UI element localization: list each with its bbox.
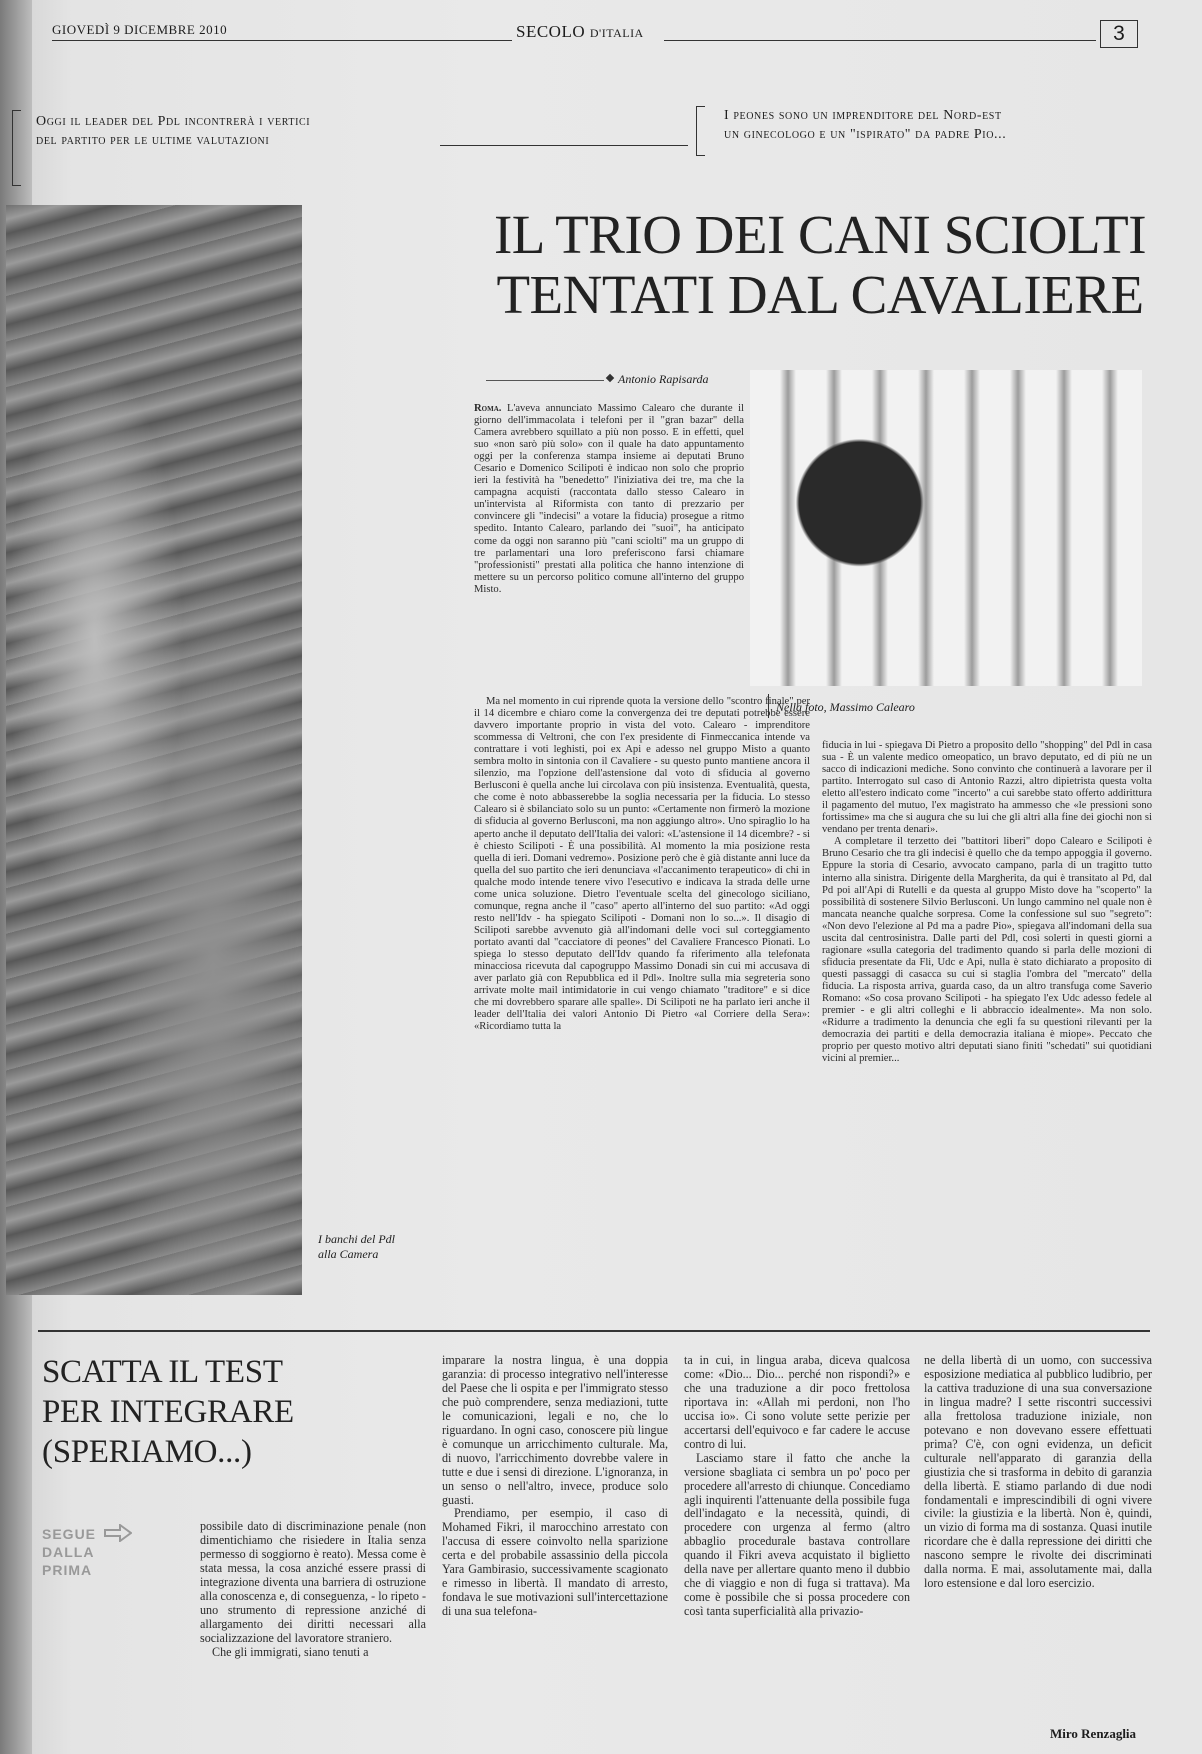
kicker-right-line1: I peones sono un imprenditore del Nord-est bbox=[724, 108, 1002, 123]
bottom-headline-line3: (SPERIAMO...) bbox=[42, 1434, 252, 1470]
bottom-column-4 bbox=[924, 1354, 1152, 1722]
bottom-col3-paragraph-1: ta in cui, in lingua araba, diceva qualcosa come: «Dio... Dio... perché non rispondi?» e che una traduzione a dir poco frettolosa riportava in: «Allah mi perdoni, non l'ho uccisa io». Ci sono volute sette perizie per accertarsi dell'equivoco e far cadere le accuse contro di lui. bbox=[684, 1354, 910, 1451]
kicker-right-bracket bbox=[696, 106, 705, 156]
bottom-col1-paragraph-1: possibile dato di discriminazione penale (non dimentichiamo che risiedere in Italia senza permesso di soggiorno è reato). Messa come è stata messa, la cosa anziché essere prassi di integrazione diventa una barriera di ostruzione alla conoscenza e, di conseguenza, - lo ripeto - uno strumento di repressione anziché di allargamento dei diritti necessari alla socializzazione del lavoratore straniero. bbox=[200, 1520, 426, 1645]
bottom-headline bbox=[42, 1352, 382, 1472]
headline-line2: TENTATI DAL CAVALIERE bbox=[496, 264, 1144, 325]
bottom-headline-line1: SCATTA IL TEST bbox=[42, 1354, 283, 1390]
article-paragraph-3: fiducia in lui - spiegava Di Pietro a proposito dello "shopping" del Pdl in casa sua - È un valente medico omeopatico, un bravo deputato, ed di più ne un sacco di indicazioni mediche. Sono convinto che continuerà a lavorare per il partito. Interrogato sul caso di Antonio Razzi, altro dipietrista questa volta eletto all'estero indicato come "incerto" a cui sarebbe stato offerto addirittura il pagamento del mutuo, l'ex magistrato ha ammesso che «le pressioni sono fortissime» ma che si augura che su lui che gli altri alla fine dei giochi non si vendano per trenta denari». bbox=[822, 740, 1152, 836]
article-column-1-top bbox=[474, 403, 744, 695]
kicker-left-line2: del partito per le ultime valutazioni bbox=[36, 133, 270, 148]
left-caption-line1: I banchi del Pdl bbox=[318, 1232, 395, 1246]
header-rule-right bbox=[664, 40, 1096, 41]
arrow-right-icon bbox=[104, 1524, 132, 1542]
bottom-col2-paragraph-2: Prendiamo, per esempio, il caso di Mohamed Fikri, il marocchino arrestato con l'accusa di essere coinvolto nella sparizione certa e del probabile assassinio della piccola Yara Gambirasio, successivamente scagionato e rimesso in libertà. Il mandato di arresto, fondava le sue motivazioni sull'intercettazione di una sua telefona- bbox=[442, 1506, 668, 1619]
kicker-left-line1: Oggi il leader del Pdl incontrerà i vertici bbox=[36, 114, 311, 129]
newspaper-name-suffix: D'ITALIA bbox=[589, 26, 644, 40]
article-paragraph-2: Ma nel momento in cui riprende quota la versione dello "scontro finale" per il 14 dicembre e chiaro come la convergenza dei tre deputati potrebbe essere davvero importante proprio in vista del voto. Calearo - imprenditore scommessa di Veltroni, che con l'ex presidente di Finmeccanica intende va contrattare i voti leghisti, poi ex Api e adesso nel gruppo Misto a quanto sembra molto in sintonia con il Cavaliere - su questo punto mantiene ancora il silenzio, ma l'opzione dell'astensione dal voto di sfiducia al governo Berlusconi è quella anche lui circolava con più insistenza. Eventualità, questa, che come è noto abbasserebbe la soglia necessaria per la fiducia. Lo stesso Calearo si è sbilanciato solo su un punto: «Certamente non firmerò la mozione di sfiducia al governo Berlusconi, ma non aggiungo altro». Uno spiraglio lo ha aperto anche il deputato dell'Italia dei valori: «L'astensione il 14 dicembre? - si è chiesto Scilipoti - È una possibilità. Al momento la mia posizione resta quella di ieri. Domani vedremo». Posizione però che è già distante anni luce da quella del suo partito che ieri denunciava «l'accanimento terapeutico» di chi in qualche modo intende tenere vivo l'esecutivo e indicava la strada delle urne come unica soluzione. Dietro l'eventuale scelta del ginecologo siciliano, comunque, regna anche il "caso" aperto all'interno del suo partito: «Ad oggi resto nell'Idv - ha spiegato Scilipoti - Domani non lo so...». Il disagio di Scilipoti sarebbe avvenuto già all'indomani delle voci sul corteggiamento portato avanti dal "cacciatore di peones" del Cavaliere Francesco Pionati. Lo spiega lo stesso deputato dell'Idv quando fa riferimento alla telefonata minacciosa ricevuta dal capogruppo Massimo Donadi sin cui mi accusava di aver parlato già con Repubblica ed il Pdl». Inoltre sulla mia segreteria sono arrivate molte mail intimidatorie in cui vengo chiamato "traditore" e si dice che mi dovrebbero sparare alle spalle». Di Scilipoti ne ha parlato ieri anche il leader dell'Italia dei valori Antonio Di Pietro «al Corriere della Sera»: «Ricordiamo tutta la bbox=[474, 696, 810, 1033]
article-headline bbox=[470, 205, 1170, 325]
segue-line2: DALLA bbox=[42, 1544, 95, 1560]
kicker-right-line2: un ginecologo e un "ispirato" da padre Pio... bbox=[724, 127, 1007, 142]
newspaper-name-main: SECOLO bbox=[516, 22, 586, 41]
bottom-col2-paragraph-1: imparare la nostra lingua, è una doppia garanzia: di processo integrativo nell'interesse del Paese che li ospita e per l'immigrato stesso che può comprendere, senza mediazioni, tutte le comunicazioni, legali e no, che lo riguardano. In ogni caso, conoscere più lingue è comunque un arricchimento culturale. Ma, di nuovo, l'arricchimento dovrebbe valere in tutte e due i sensi di direzione. L'ignoranza, in un senso o nell'altro, invece, produce solo guasti. bbox=[442, 1354, 668, 1507]
bottom-col3-paragraph-2: Lasciamo stare il fatto che anche la versione sbagliata ci sembra un po' poco per procedere all'arresto di chiunque. Concediamo agli inquirenti l'attenuante della possibile fuga dell'indagato e la necessità, quindi, di procedere con urgenza al fermo (altro abbaglio procedurale bastava controllare quando il Fikri aveva acquistato il biglietto della nave per allertare quanto meno il dubbio che di viaggio e non di fuga si trattava). Ma come è possibile che si possa procedere con così tanta superficialità alla privazio- bbox=[684, 1450, 910, 1619]
bottom-column-2 bbox=[442, 1354, 668, 1746]
article-column-2 bbox=[822, 740, 1152, 1294]
bottom-col1-paragraph-2: Che gli immigrati, siano tenuti a bbox=[212, 1644, 369, 1659]
segue-line3: PRIMA bbox=[42, 1562, 93, 1578]
bottom-column-1 bbox=[200, 1520, 426, 1746]
bottom-section-rule bbox=[38, 1330, 1150, 1332]
left-caption-line2: alla Camera bbox=[318, 1247, 379, 1261]
byline-rule bbox=[486, 380, 604, 381]
portrait-photo bbox=[750, 370, 1142, 686]
author-signature: Miro Renzaglia bbox=[1050, 1726, 1137, 1741]
kicker-divider bbox=[440, 145, 688, 146]
right-photo-caption: Nella foto, Massimo Calearo bbox=[776, 700, 915, 714]
article-paragraph-4: A completare il terzetto dei "battitori liberi" dopo Calearo e Scilipoti è Bruno Cesario che tra gli indecisi è quello che da tempo appoggia il governo. Eppure la storia di Cesario, avvocato campano, parla di un tragitto tutto interno alla sinistra. Dirigente della Margherita, da qui è transitato al Pd, dal Pd poi all'Api di Rutelli e da questa al gruppo Misto dove ha "scoperto" la possibilità di sostenere Silvio Berlusconi. Un lungo cammino nel quale non è mancata neanche qualche sorpresa. Come la confessione sul suo "segreto": «Non devo l'elezione al Pd ma a padre Pio», spiegava all'indomani della sua uscita dal centrosinistra. Dalle parti del Pdl, così solerti in questi giorni a ragionare «sulla categoria del tradimento quando si parla delle mozioni di sfiducia presentate da Fli, Udc e Api, nulla è stato dichiarato a proposito di questi passaggi di casacca su cui si staglia l'ombra del "mercato" della fiducia. La risposta arriva, guarda caso, da un altro transfuga come Saverio Romano: «So cosa provano Scilipoti - ha spiegato l'ex Udc adesso fedele al premier - e gli altri colleghi e li abbraccio idealmente». Ma non solo. «Ridurre a tradimento la denuncia che egli fa su questioni rilevanti per la democrazia dei partiti e della democrazia italiana è miope». Peccato che proprio per questo motivo altri deputati siano finiti "schedati" sui quotidiani vicini al premier... bbox=[822, 836, 1152, 1065]
kicker-right bbox=[724, 106, 1144, 144]
bottom-column-3 bbox=[684, 1354, 910, 1746]
page-number: 3 bbox=[1100, 20, 1138, 48]
segue-line1: SEGUE bbox=[42, 1526, 97, 1542]
left-photo-caption bbox=[318, 1232, 438, 1262]
kicker-left-bracket bbox=[12, 110, 21, 186]
byline: Antonio Rapisarda bbox=[618, 372, 709, 386]
kicker-left bbox=[36, 112, 436, 150]
article-column-1-bottom bbox=[474, 696, 810, 1294]
article-paragraph-1: L'aveva annunciato Massimo Calearo che durante il giorno dell'immacolata i telefoni per il "gran bazar" della Camera avrebbero squillato a più non posso. E in effetti, quel suo «non sarò più solo» con il quale ha dato appuntamento oggi per la conferenza stampa insieme ai deputati Bruno Cesario e Domenico Scilipoti è indicao non solo che proprio ieri la festività ha "benedetto" l'iniziativa dei tre, ma che la campagna acquisti (raccontata dallo stesso Calearo in un'intervista al Riformista con tanto di prezzario per convincere gli "indecisi" a votare la fiducia) prosegue a ritmo spedito. Intanto Calearo, parlando dei "suoi", ha anticipato come da oggi non saranno più "cani sciolti" ma un gruppo di tre parlamentari una loro preferiscono farsi chiamare "professionisti" prestati alla politica che hanno intenzione di mettere su un percorso politico comune all'interno del gruppo Misto. bbox=[474, 403, 744, 595]
dateline: Roma. bbox=[474, 403, 502, 414]
issue-date: GIOVEDÌ 9 DICEMBRE 2010 bbox=[52, 22, 228, 37]
newspaper-name bbox=[516, 22, 644, 42]
bottom-col4-paragraph-1: ne della libertà di un uomo, con successiva esposizione mediatica al pubblico ludibrio, per la cattiva traduzione di una sua conversazione in lingua madre? I sette riscontri successivi alla frettolosa traduzione iniziale, non potevano e non dovevano essere effettuati prima? C'è, con ogni evidenza, un deficit culturale nell'apparato di garanzia della giustizia che si trasforma in debito di garanzia della libertà. E stiamo parlando di due nodi fondamentali e imprescindibili di ogni vivere civile: la giustizia e la libertà. Non è, quindi, un vizio di forma ma di sostanza. Quasi inutile ricordare che è dalla repressione dei diritti che nascono sempre le rivolte dei discriminati dalla norma. E mai, assolutamente mai, dalla loro estensione e dal loro esercizio. bbox=[924, 1354, 1152, 1591]
header-rule-left bbox=[52, 40, 512, 41]
bottom-headline-line2: PER INTEGRARE bbox=[42, 1394, 294, 1430]
parliament-photo bbox=[6, 205, 302, 1295]
byline-diamond-icon bbox=[606, 374, 614, 382]
headline-line1: IL TRIO DEI CANI SCIOLTI bbox=[493, 204, 1147, 265]
